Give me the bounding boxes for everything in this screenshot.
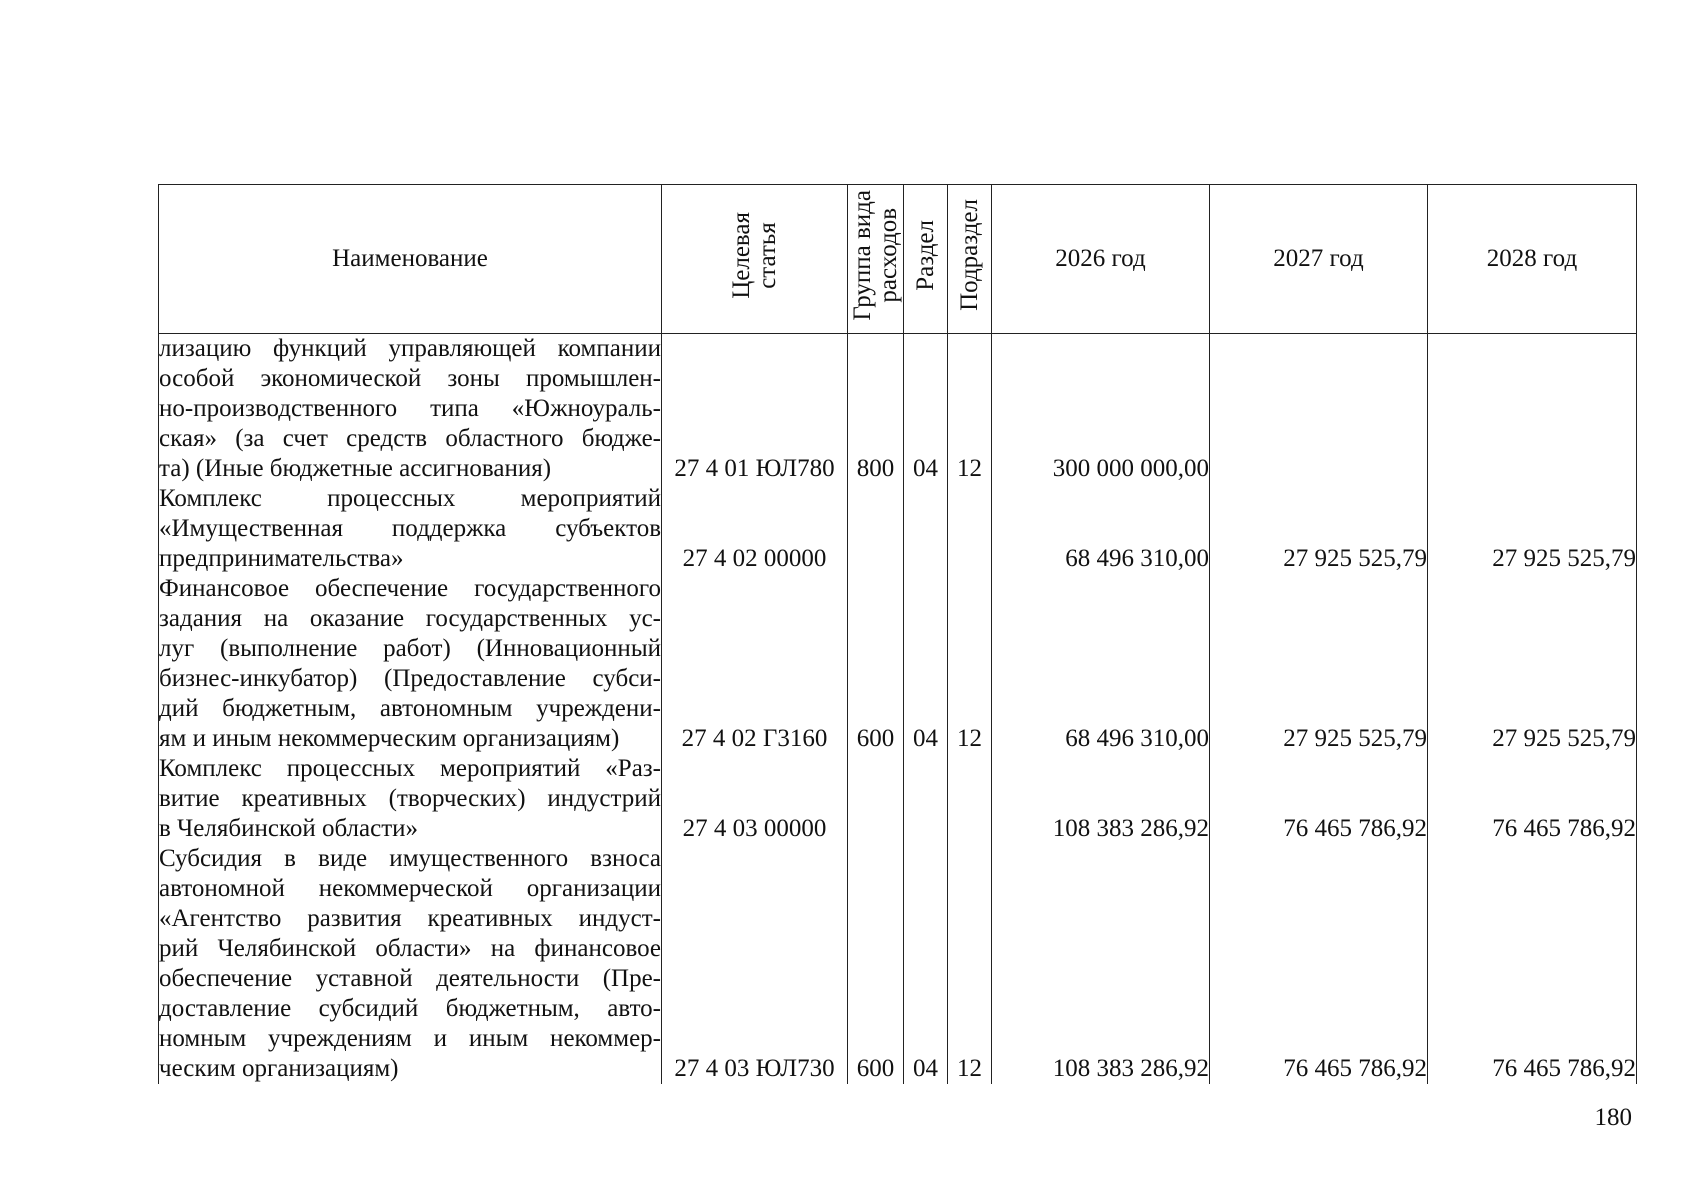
cell-expense-group: 800: [848, 334, 904, 485]
cell-section: [904, 754, 948, 844]
header-2026: 2026 год: [992, 185, 1210, 334]
cell-2027: [1210, 334, 1428, 485]
cell-expense-group: 600: [848, 574, 904, 754]
cell-2027: 27 925 525,79: [1210, 484, 1428, 574]
cell-subsection: [948, 484, 992, 574]
name-line: бизнес-инкубатор) (Предоставление субси-: [159, 665, 661, 692]
name-line: Комплекс процессных мероприятий «Раз-: [159, 755, 661, 782]
name-line: предпринимательства»: [159, 545, 404, 572]
name-line: ям и иным некоммерческим организациям): [159, 725, 620, 752]
cell-2026: 68 496 310,00: [992, 574, 1210, 754]
cell-target-article: 27 4 02 Г3160: [662, 574, 848, 754]
cell-2027: 76 465 786,92: [1210, 844, 1428, 1084]
cell-2027: 27 925 525,79: [1210, 574, 1428, 754]
cell-subsection: 12: [948, 334, 992, 485]
name-line: дий бюджетным, автономным учреждени-: [159, 695, 661, 722]
cell-expense-group: 600: [848, 844, 904, 1084]
cell-2028: [1428, 334, 1637, 485]
header-target-article: [662, 185, 848, 334]
name-line: ческим организациям): [159, 1055, 399, 1082]
cell-2026: 108 383 286,92: [992, 754, 1210, 844]
cell-section: 04: [904, 574, 948, 754]
header-section: [904, 185, 948, 334]
cell-name: [159, 484, 662, 574]
name-line: лизацию функций управляющей компании: [159, 335, 661, 362]
cell-target-article: 27 4 02 00000: [662, 484, 848, 574]
header-name: Наименование: [159, 185, 662, 334]
name-line: обеспечение уставной деятельности (Пре-: [159, 965, 661, 992]
cell-2028: 76 465 786,92: [1428, 844, 1637, 1084]
cell-expense-group: [848, 484, 904, 574]
cell-2028: 27 925 525,79: [1428, 484, 1637, 574]
header-subsection-label: Подраздел: [955, 199, 983, 311]
name-line: витие креативных (творческих) индустрий: [159, 785, 661, 812]
header-section-label: Раздел: [911, 219, 939, 291]
cell-target-article: 27 4 01 ЮЛ780: [662, 334, 848, 485]
cell-name: [159, 334, 662, 485]
name-line: автономной некоммерческой организации: [159, 875, 661, 902]
header-subsection: [948, 185, 992, 334]
header-2027: 2027 год: [1210, 185, 1428, 334]
table-body: [159, 334, 1637, 1085]
header-target-article-label: Целевая статья: [727, 211, 781, 299]
cell-section: [904, 484, 948, 574]
header-2028: 2028 год: [1428, 185, 1637, 334]
table-row: [159, 844, 1637, 1084]
budget-table: [158, 184, 1637, 1084]
name-line: Субсидия в виде имущественного взноса: [159, 845, 661, 872]
cell-subsection: [948, 754, 992, 844]
cell-expense-group: [848, 754, 904, 844]
table-row: [159, 484, 1637, 574]
cell-section: 04: [904, 844, 948, 1084]
name-line: «Агентство развития креативных индуст-: [159, 905, 661, 932]
name-line: особой экономической зоны промышлен-: [159, 365, 661, 392]
cell-name: [159, 844, 662, 1084]
table-row: [159, 334, 1637, 485]
cell-subsection: 12: [948, 844, 992, 1084]
header-expense-group-label: Группа вида расходов: [848, 189, 902, 321]
table-row: [159, 574, 1637, 754]
name-line: та) (Иные бюджетные ассигнования): [159, 455, 552, 482]
table-row: [159, 754, 1637, 844]
name-line: но-производственного типа «Южноураль-: [159, 395, 661, 422]
cell-2026: 300 000 000,00: [992, 334, 1210, 485]
table-header-row: [159, 185, 1637, 334]
name-line: в Челябинской области»: [159, 815, 419, 842]
cell-target-article: 27 4 03 00000: [662, 754, 848, 844]
page-number: 180: [1594, 1104, 1632, 1131]
cell-name: [159, 754, 662, 844]
name-line: Финансовое обеспечение государственного: [159, 575, 661, 602]
name-line: рий Челябинской области» на финансовое: [159, 935, 661, 962]
cell-2027: 76 465 786,92: [1210, 754, 1428, 844]
header-expense-group: [848, 185, 904, 334]
cell-subsection: 12: [948, 574, 992, 754]
name-line: Комплекс процессных мероприятий: [159, 485, 661, 512]
cell-name: [159, 574, 662, 754]
name-line: «Имущественная поддержка субъектов: [159, 515, 661, 542]
cell-section: 04: [904, 334, 948, 485]
cell-2028: 27 925 525,79: [1428, 574, 1637, 754]
cell-target-article: 27 4 03 ЮЛ730: [662, 844, 848, 1084]
cell-2026: 68 496 310,00: [992, 484, 1210, 574]
name-line: луг (выполнение работ) (Инновационный: [159, 635, 661, 662]
cell-2026: 108 383 286,92: [992, 844, 1210, 1084]
cell-2028: 76 465 786,92: [1428, 754, 1637, 844]
name-line: доставление субсидий бюджетным, авто-: [159, 995, 661, 1022]
name-line: задания на оказание государственных ус-: [159, 605, 661, 632]
name-line: номным учреждениям и иным некоммер-: [159, 1025, 661, 1052]
name-line: ская» (за счет средств областного бюдже-: [159, 425, 661, 452]
